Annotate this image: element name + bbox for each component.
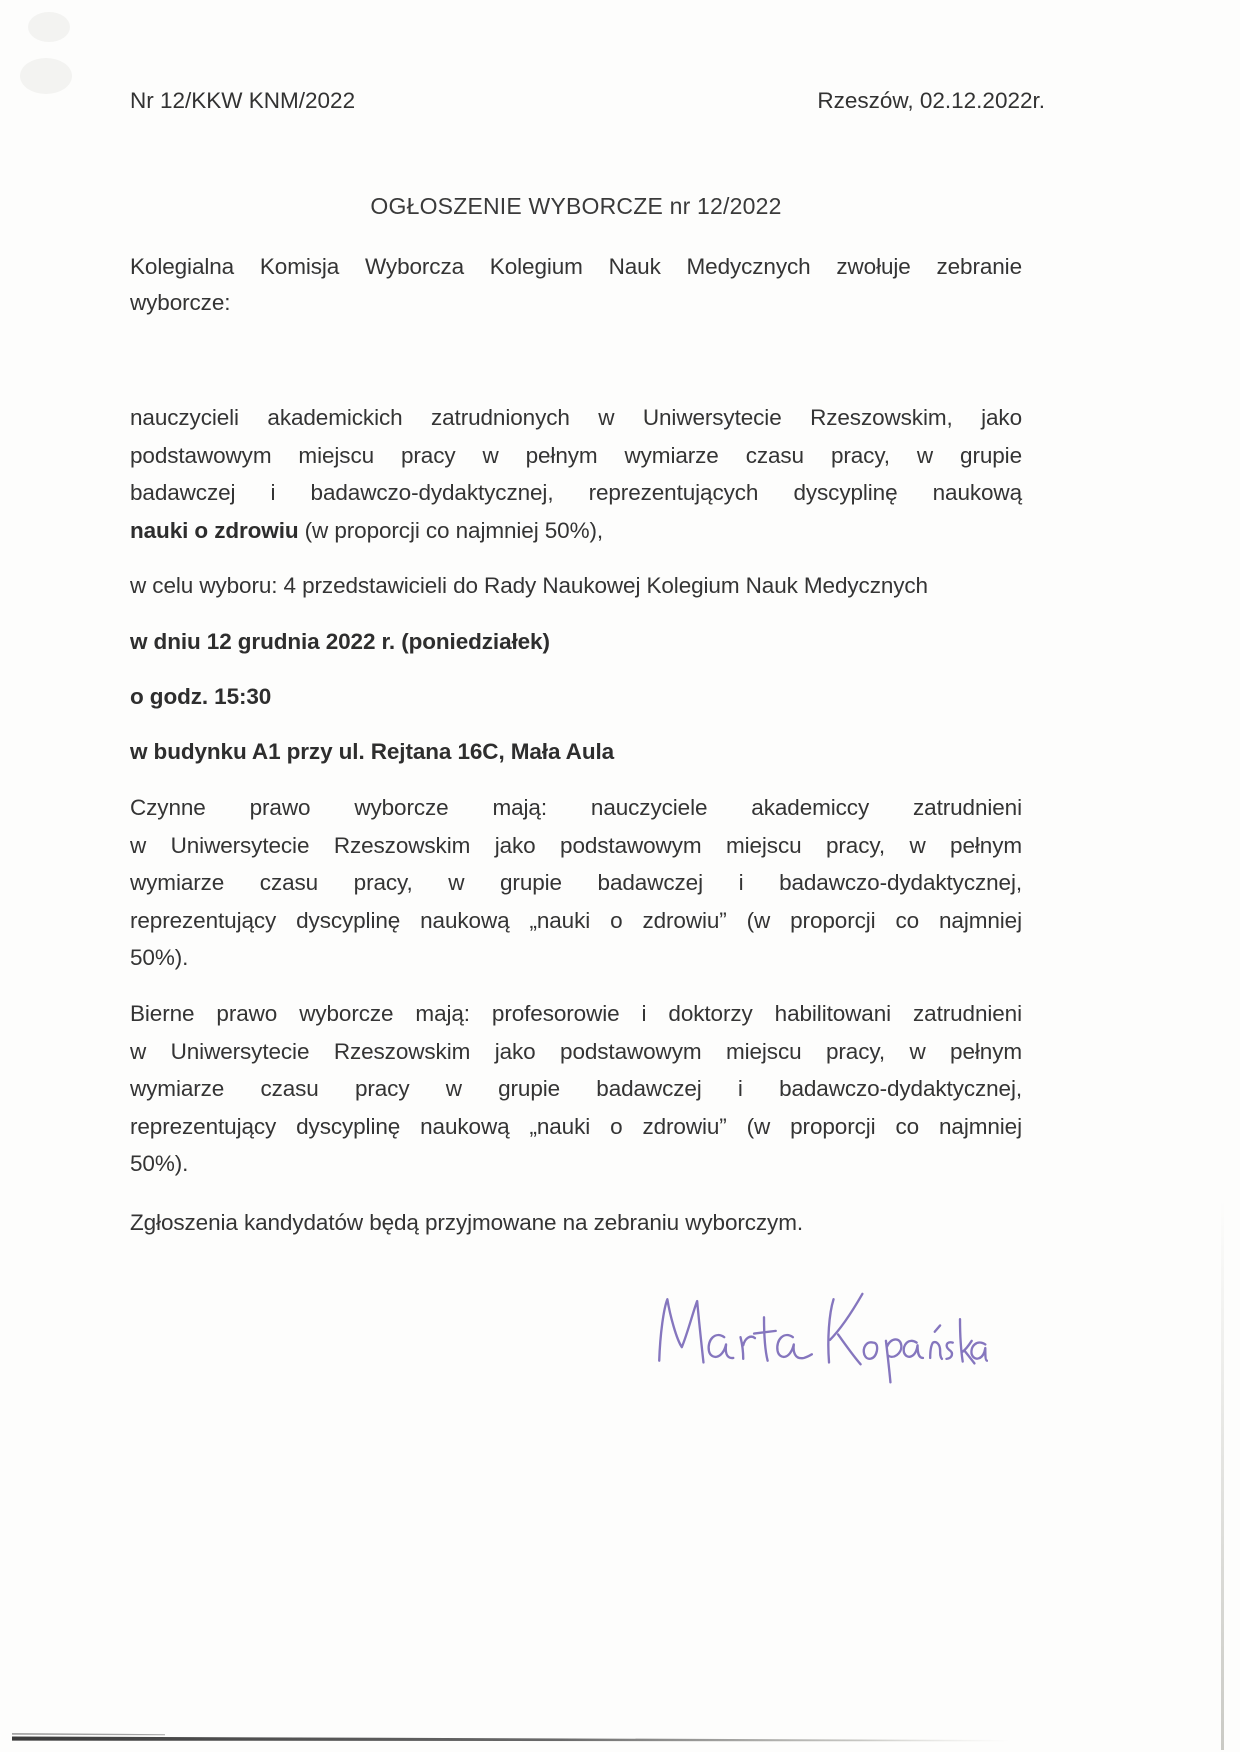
meeting-date-line: w dniu 12 grudnia 2022 r. (poniedziałek)	[130, 629, 550, 654]
submissions-line: Zgłoszenia kandydatów będą przyjmowane na zebraniu wyborczym.	[130, 1210, 803, 1235]
paragraph-line: w Uniwersytecie Rzeszowskim jako podstawowym miejscu pracy, w pełnym	[130, 1038, 1022, 1064]
paragraph-line: Kolegialna Komisja Wyborcza Kolegium Nauk Medycznych zwołuje zebranie	[130, 254, 1022, 279]
paragraph-line: 50%).	[130, 1151, 189, 1176]
scan-edge-line	[0, 1728, 1240, 1752]
paragraph-line: Bierne prawo wyborcze mają: profesorowie i doktorzy habilitowani zatrudnieni	[130, 1001, 1022, 1026]
signature-strokes	[652, 1283, 988, 1395]
paragraph-line: w Uniwersytecie Rzeszowskim jako podstawowym miejscu pracy, w pełnym	[130, 832, 1022, 858]
paragraph-line: badawczej i badawczo-dydaktycznej, reprezentujących dyscyplinę naukową	[130, 480, 1022, 505]
submissions-paragraph	[130, 1204, 1022, 1242]
paragraph-line: 50%).	[130, 945, 189, 970]
paragraph-line	[130, 512, 1022, 550]
paragraph-line: wyborcze:	[130, 290, 231, 315]
paragraph-line: wymiarze czasu pracy, w grupie badawczej i badawczo-dydaktycznej,	[130, 870, 1022, 895]
discipline-name-bold: nauki o zdrowiu	[130, 517, 299, 543]
paragraph-line: reprezentujący dyscyplinę naukową „nauki o zdrowiu” (w proporcji co najmniej	[130, 907, 1022, 933]
intro-paragraph	[130, 249, 1022, 321]
paragraph-line-rest: (w proporcji co najmniej 50%),	[298, 517, 604, 543]
passive-rights-paragraph	[130, 995, 1022, 1183]
scan-vertical-line	[1221, 1200, 1224, 1750]
purpose-line: w celu wyboru: 4 przedstawicieli do Rady Naukowej Kolegium Nauk Medycznych	[130, 573, 928, 598]
paragraph-line: nauczycieli akademickich zatrudnionych w Uniwersytecie Rzeszowskim, jako	[130, 405, 1022, 430]
document-header	[130, 88, 1045, 114]
active-rights-paragraph	[130, 789, 1022, 977]
place-and-date: Rzeszów, 02.12.2022r.	[817, 88, 1045, 113]
paragraph-line: reprezentujący dyscyplinę naukową „nauki o zdrowiu” (w proporcji co najmniej	[130, 1113, 1022, 1139]
scan-smudge	[20, 58, 72, 94]
paragraph-line: Czynne prawo wyborcze mają: nauczyciele akademiccy zatrudnieni	[130, 795, 1022, 820]
reference-number: Nr 12/KKW KNM/2022	[130, 88, 356, 113]
purpose-paragraph	[130, 567, 1022, 605]
meeting-venue-line: w budynku A1 przy ul. Rejtana 16C, Mała Aula	[130, 739, 615, 764]
document-title: OGŁOSZENIE WYBORCZE nr 12/2022	[370, 193, 782, 219]
eligibility-paragraph	[130, 399, 1022, 549]
paragraph-line: wymiarze czasu pracy w grupie badawczej i badawczo-dydaktycznej,	[130, 1076, 1022, 1101]
paragraph-line: podstawowym miejscu pracy w pełnym wymiarze czasu pracy, w grupie	[130, 442, 1022, 468]
handwritten-signature	[652, 1283, 988, 1395]
scan-smudge	[28, 12, 70, 42]
meeting-time-line: o godz. 15:30	[130, 684, 272, 709]
